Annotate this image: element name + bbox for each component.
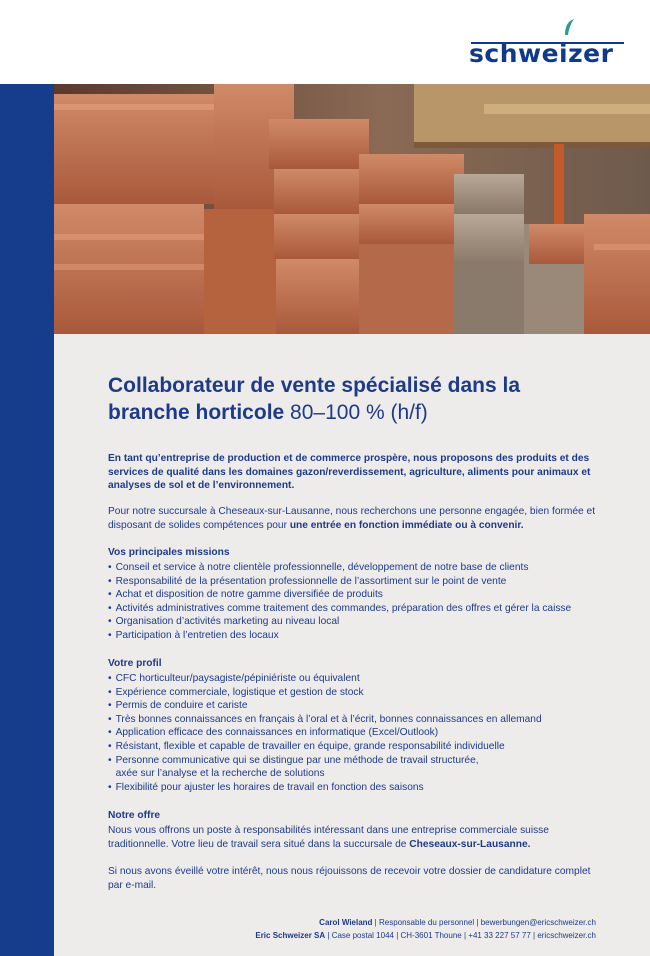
position-text: Pour notre succursale à Cheseaux-sur-Lausanne, nous recherchons une personne engagée, bien formée et disposant de solides compétences pour <box>108 506 596 531</box>
contact-role: Responsable du personnel <box>378 918 475 927</box>
list-item: • Conseil et service à notre clientèle professionnelle, développement de notre base de clients <box>108 562 529 573</box>
footer-contact-line: Carol Wieland | Responsable du personnel | bewerbungen@ericschweizer.ch <box>319 918 596 927</box>
postbox: Case postal 1044 <box>331 931 394 940</box>
intro-paragraph: En tant qu’entreprise de production et de commerce prospère, nous proposons des produits et des services de qualité dans les domaines gazon/reverdissement, agriculture, aliments pour animaux et analyses de sol et de l’environnement. <box>108 453 591 492</box>
offer-text: Nous vous offrons un poste à responsabilités intéressant dans une entreprise commerciale suisse traditionnelle. Votre lieu de travail sera situé dans la succursale de <box>108 825 549 850</box>
contact-name: Carol Wieland <box>319 918 373 927</box>
list-item: • Responsabilité de la présentation professionnelle de l’assortiment sur le point de vente <box>108 575 507 587</box>
footer-company-line: Eric Schweizer SA | Case postal 1044 | CH-3601 Thoune | +41 33 227 57 77 | ericschweizer.ch <box>255 931 596 940</box>
missions-heading: Vos principales missions <box>108 547 230 558</box>
header <box>0 0 650 84</box>
list-item: • Flexibilité pour ajuster les horaires de travail en fonction des saisons <box>108 781 424 793</box>
website-link[interactable]: ericschweizer.ch <box>537 931 596 940</box>
position-paragraph <box>108 505 608 532</box>
schweizer-logo[interactable] <box>469 24 624 68</box>
content-panel <box>54 334 650 956</box>
city: CH-3601 Thoune <box>400 931 462 940</box>
offer-heading: Notre offre <box>108 810 161 821</box>
position-start: une entrée en fonction immédiate ou à convenir. <box>289 519 524 531</box>
left-accent-bar <box>0 84 54 956</box>
list-item: • Résistant, flexible et capable de travailler en équipe, grande responsabilité individuelle <box>108 740 505 752</box>
job-title-main: Collaborateur de vente spécialisé dans la branche horticole <box>108 374 520 424</box>
list-item: • CFC horticulteur/paysagiste/pépiniériste ou équivalent <box>108 673 360 684</box>
hero-photo <box>54 84 650 334</box>
offer-paragraph <box>108 824 608 851</box>
profile-list <box>108 672 608 794</box>
terracotta-pots-image <box>54 84 650 334</box>
company-name: Eric Schweizer SA <box>255 931 326 940</box>
offer-location: Cheseaux-sur-Lausanne. <box>409 838 531 850</box>
leaf-icon <box>562 18 576 36</box>
list-item: axée sur l’analyse et la recherche de solutions <box>115 768 325 780</box>
list-item: • Personne communicative qui se distingue par une méthode de travail structurée, <box>108 754 479 766</box>
list-item: • Activités administratives comme traitement des commandes, préparation des offres et gérer la caisse <box>108 602 572 614</box>
profile-heading: Votre profil <box>108 658 162 669</box>
list-item: • Participation à l’entretien des locaux <box>108 629 279 641</box>
missions-list <box>108 561 608 643</box>
logo-wordmark: schweizer <box>469 39 614 68</box>
list-item: • Achat et disposition de notre gamme diversifiée de produits <box>108 589 383 601</box>
list-item: • Application efficace des connaissances en informatique (Excel/Outlook) <box>108 727 439 739</box>
phone-number[interactable]: +41 33 227 57 77 <box>468 931 531 940</box>
list-item: • Expérience commerciale, logistique et gestion de stock <box>108 686 364 698</box>
contact-email[interactable]: bewerbungen@ericschweizer.ch <box>480 918 596 927</box>
list-item: • Organisation d’activités marketing au niveau local <box>108 616 340 628</box>
list-item: • Permis de conduire et cariste <box>108 700 248 712</box>
job-title-workload: 80–100 % (h/f) <box>290 401 428 424</box>
job-title <box>108 372 578 426</box>
list-item: • Très bonnes connaissances en français à l’oral et à l’écrit, bonnes connaissances en allemand <box>108 713 542 725</box>
closing-paragraph: Si nous avons éveillé votre intérêt, nous nous réjouissons de recevoir votre dossier de candidature complet par e-mail. <box>108 866 591 891</box>
